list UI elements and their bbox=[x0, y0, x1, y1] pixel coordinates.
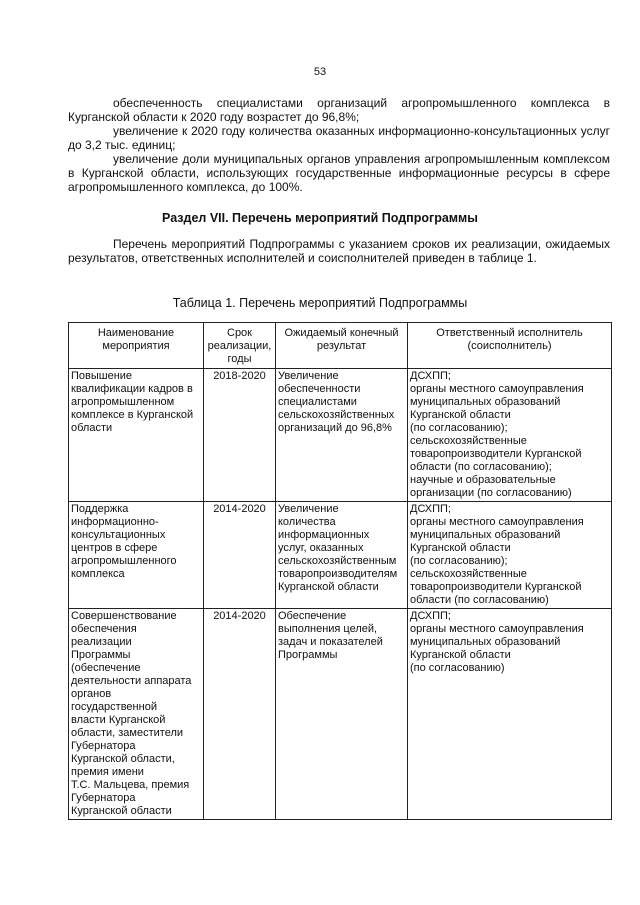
events-table bbox=[68, 322, 612, 820]
cell-result: Обеспечение выполнения целей, задач и показателей Программы bbox=[276, 609, 408, 820]
cell-executor: ДСХПП; органы местного самоуправления муниципальных образований Курганской области (по согласованию); сельскохозяйственные товаропроизводители Курганской области (по согласованию); научные и образовательные организации (по согласованию) bbox=[408, 369, 612, 502]
table-row bbox=[69, 369, 612, 502]
intro-paragraph-2: увеличение к 2020 году количества оказанных информационно-консультационных услуг до 3,2 тыс. единиц; bbox=[68, 124, 610, 152]
header-result: Ожидаемый конечный результат bbox=[276, 323, 408, 369]
page-number: 53 bbox=[313, 66, 327, 78]
cell-period: 2018-2020 bbox=[204, 369, 276, 502]
cell-name: Совершенствование обеспечения реализации Программы (обеспечение деятельности аппарата органов государственной власти Курганской области, заместители Губернатора Курганской области, премия имени Т.С. Мальцева, премия Губернатора Курганской области bbox=[69, 609, 204, 820]
section-heading: Раздел VII. Перечень мероприятий Подпрограммы bbox=[162, 211, 478, 225]
cell-period: 2014-2020 bbox=[204, 609, 276, 820]
cell-result: Увеличение количества информационных услуг, оказанных сельскохозяйственным товаропроизводителям Курганской области bbox=[276, 502, 408, 609]
section-paragraph: Перечень мероприятий Подпрограммы с указанием сроков их реализации, ожидаемых результатов, ответственных исполнителей и соисполнителей приведен в таблице 1. bbox=[68, 237, 610, 265]
intro-paragraph-1: обеспеченность специалистами организаций агропромышленного комплекса в Курганской области к 2020 году возрастет до 96,8%; bbox=[68, 96, 610, 124]
table-row bbox=[69, 609, 612, 820]
cell-result: Увеличение обеспеченности специалистами сельскохозяйственных организаций до 96,8% bbox=[276, 369, 408, 502]
table-header-row bbox=[69, 323, 612, 369]
intro-paragraphs bbox=[68, 96, 610, 194]
table-caption: Таблица 1. Перечень мероприятий Подпрограммы bbox=[172, 296, 468, 310]
cell-name: Повышение квалификации кадров в агропромышленном комплексе в Курганской области bbox=[69, 369, 204, 502]
header-period: Срок реализации, годы bbox=[204, 323, 276, 369]
cell-executor: ДСХПП; органы местного самоуправления муниципальных образований Курганской области (по согласованию); сельскохозяйственные товаропроизводители Курганской области (по согласованию) bbox=[408, 502, 612, 609]
cell-name: Поддержка информационно- консультационных центров в сфере агропромышленного комплекса bbox=[69, 502, 204, 609]
cell-executor: ДСХПП; органы местного самоуправления муниципальных образований Курганской области (по согласованию) bbox=[408, 609, 612, 820]
header-name: Наименование мероприятия bbox=[69, 323, 204, 369]
header-executor: Ответственный исполнитель (соисполнитель) bbox=[408, 323, 612, 369]
section-text-block bbox=[68, 237, 610, 265]
table-row bbox=[69, 502, 612, 609]
intro-paragraph-3: увеличение доли муниципальных органов управления агропромышленным комплексом в Курганской области, использующих государственные информационные ресурсы в сфере агропромышленного комплекса, до 100%. bbox=[68, 152, 610, 194]
cell-period: 2014-2020 bbox=[204, 502, 276, 609]
